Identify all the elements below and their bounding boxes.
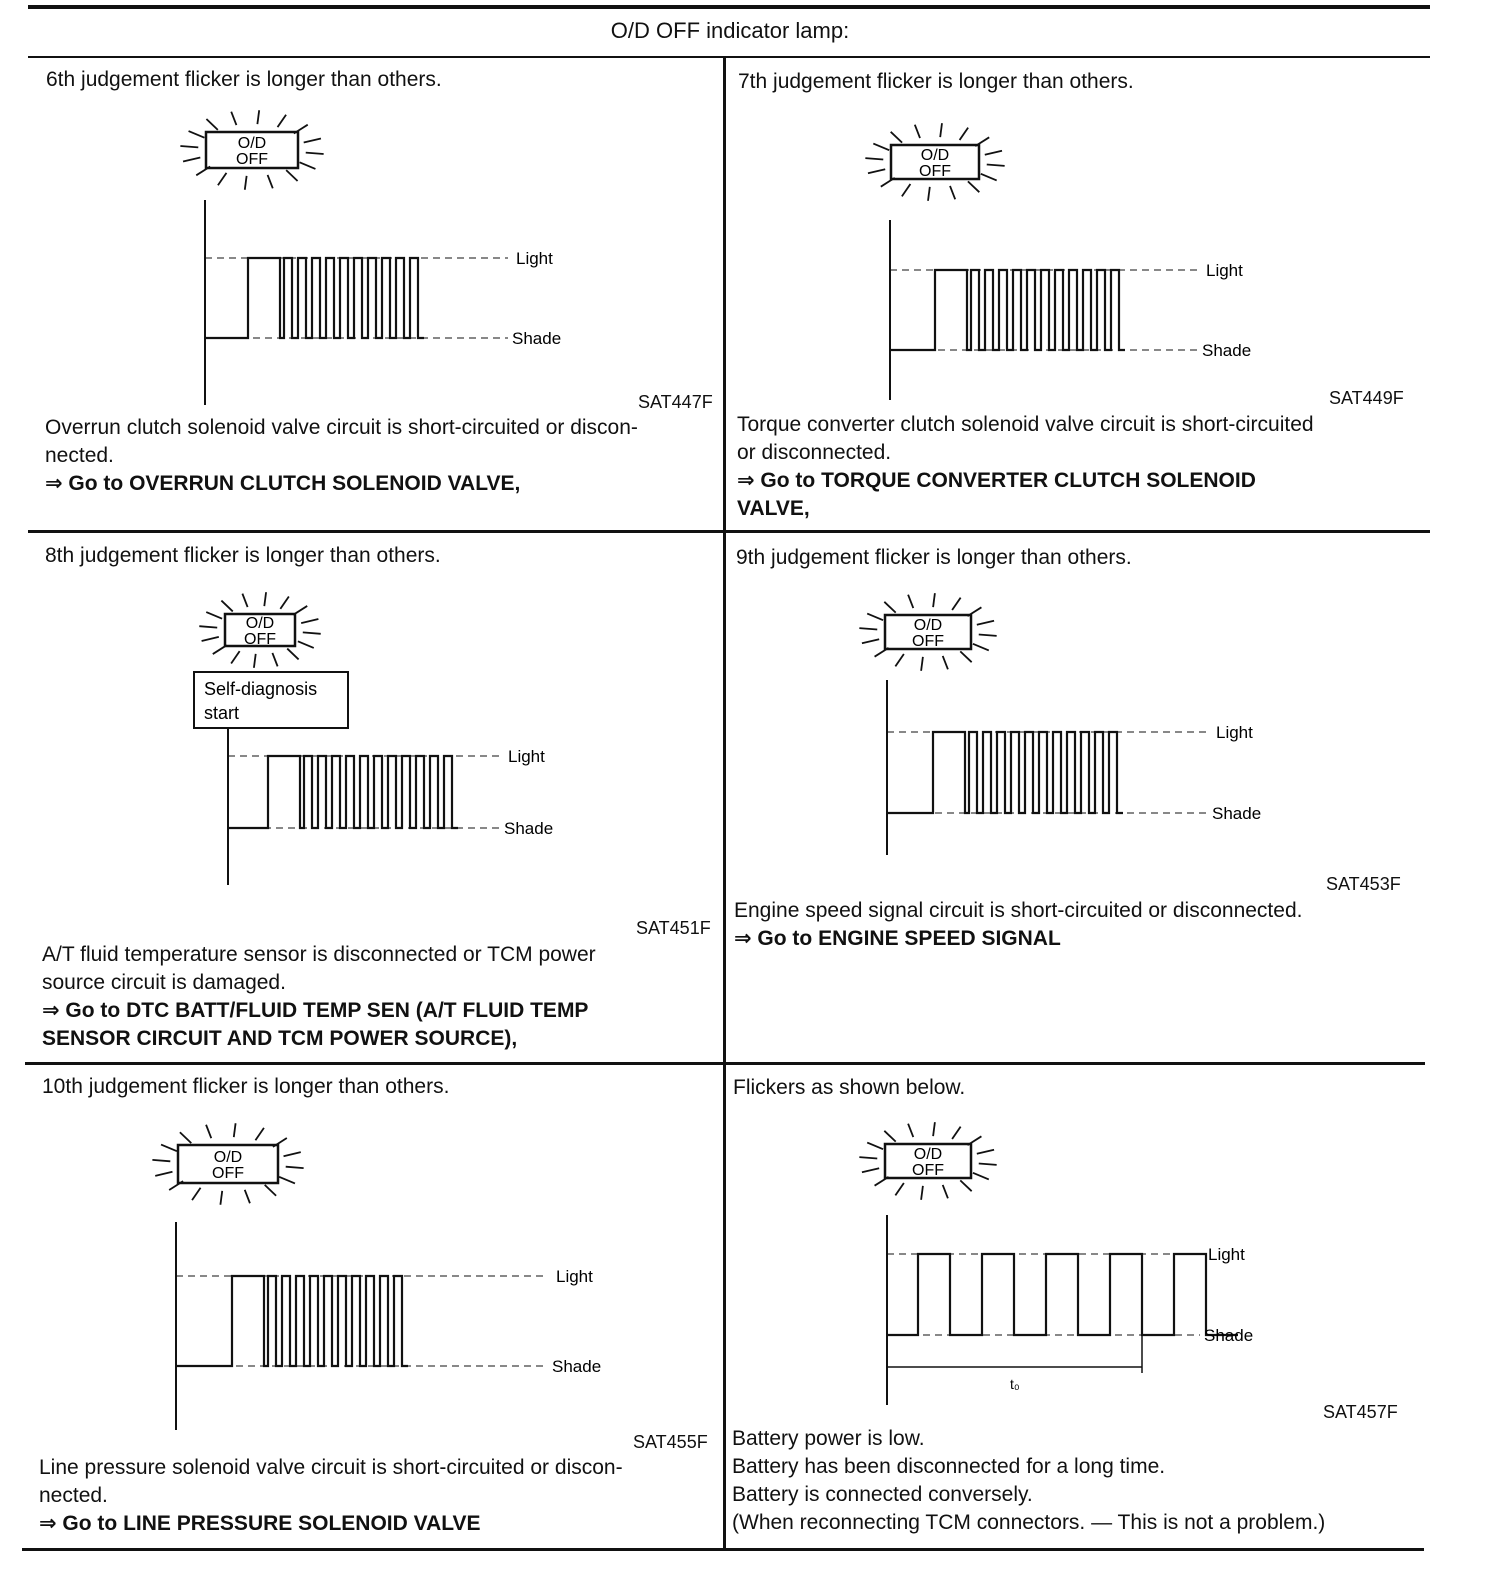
flicker-ray [895, 654, 904, 666]
flicker-ray [862, 1168, 879, 1172]
flicker-ray [206, 1125, 211, 1138]
self-diagnosis-text: Self-diagnosis [204, 679, 318, 699]
flicker-ray [278, 115, 287, 127]
diagnosis-text: Engine speed signal circuit is short-circuited or disconnected. [734, 899, 1303, 922]
flicker-ray [220, 1191, 222, 1205]
flicker-ray [968, 181, 979, 192]
flicker-ray [979, 634, 997, 635]
flicker-ray [234, 1123, 236, 1137]
od-off-lamp-icon [180, 110, 323, 190]
flicker-ray [231, 651, 240, 663]
lamp-text-od: O/D [913, 1146, 943, 1163]
flicker-ray [287, 649, 298, 660]
flicker-ray [213, 645, 227, 654]
flicker-ray [161, 1145, 177, 1152]
shade-label: Shade [552, 1357, 602, 1376]
flicker-ray [169, 1181, 183, 1190]
flicker-waveform [887, 1254, 1238, 1335]
flicker-ray [859, 628, 877, 629]
flicker-ray [908, 1124, 913, 1137]
flicker-ray [286, 1167, 304, 1168]
flicker-ray [895, 1183, 904, 1195]
flicker-ray [902, 184, 911, 196]
flicker-diagram [700, 1115, 1380, 1415]
diagnosis-text: Overrun clutch solenoid valve circuit is short-circuited or discon- nected. [45, 416, 638, 467]
flicker-ray [199, 626, 217, 627]
flicker-ray [921, 1186, 923, 1200]
flicker-ray [280, 597, 289, 609]
flicker-ray [155, 1172, 172, 1176]
lamp-text-od: O/D [913, 617, 943, 634]
flicker-ray [192, 1188, 201, 1200]
flicker-diagram [700, 110, 1380, 430]
flicker-ray [943, 1185, 948, 1198]
flicker-ray [206, 612, 222, 619]
flicker-ray [952, 1127, 961, 1139]
top-border [28, 5, 1430, 9]
light-label: Light [556, 1267, 593, 1286]
lamp-text-off: OFF [912, 1162, 944, 1179]
light-label: Light [1216, 723, 1253, 742]
flicker-waveform [887, 732, 1123, 813]
shade-label: Shade [512, 329, 562, 348]
flicker-ray [979, 1163, 997, 1164]
flicker-diagram [0, 590, 680, 910]
flicker-ray [303, 632, 321, 633]
flicker-ray [245, 176, 247, 190]
flicker-ray [279, 1177, 295, 1184]
flicker-ray [254, 654, 256, 668]
lamp-text-off: OFF [919, 163, 951, 180]
flicker-ray [294, 125, 308, 134]
lamp-text-off: OFF [212, 1165, 244, 1182]
flicker-ray [180, 1132, 191, 1143]
flicker-ray [875, 1177, 889, 1186]
figure-code: SAT451F [636, 918, 711, 938]
flicker-ray [264, 592, 266, 606]
lamp-text-od: O/D [213, 1149, 243, 1166]
flicker-ray [859, 1157, 877, 1158]
flicker-ray [189, 131, 205, 138]
flicker-waveform [890, 270, 1125, 350]
shade-label: Shade [1202, 341, 1252, 360]
flicker-ray [933, 593, 935, 607]
flicker-ray [272, 653, 277, 666]
flicker-ray [268, 175, 273, 188]
flicker-ray [940, 123, 942, 137]
lamp-text-od: O/D [920, 147, 950, 164]
light-label: Light [1208, 1245, 1245, 1264]
flicker-ray [867, 614, 883, 621]
cell-description [45, 414, 717, 498]
flicker-ray [221, 601, 232, 612]
shade-label: Shade [1212, 804, 1262, 823]
flicker-waveform [228, 756, 458, 828]
flicker-ray [196, 166, 210, 175]
action-text: ⇒ Go to TORQUE CONVERTER CLUTCH SOLENOID VALVE, [737, 469, 1256, 520]
od-off-lamp-icon [859, 593, 996, 671]
flicker-ray [950, 186, 955, 199]
light-label: Light [508, 747, 545, 766]
flicker-waveform [176, 1276, 408, 1366]
flicker-ray [301, 619, 318, 623]
flicker-ray [981, 174, 997, 181]
od-off-lamp-icon [199, 592, 320, 668]
flicker-ray [967, 607, 981, 616]
flicker-ray [987, 164, 1005, 165]
flicker-ray [304, 138, 321, 142]
lamp-text-off: OFF [912, 633, 944, 650]
flicker-ray [865, 158, 883, 159]
lamp-text-od: O/D [237, 135, 267, 152]
action-text: ⇒ Go to OVERRUN CLUTCH SOLENOID VALVE, [45, 472, 521, 495]
flicker-ray [868, 169, 885, 173]
cell-title: 7th judgement flicker is longer than others. [738, 70, 1134, 93]
flicker-ray [928, 187, 930, 201]
figure-code: SAT455F [633, 1432, 708, 1452]
flicker-ray [265, 1185, 276, 1196]
od-off-lamp-icon [865, 123, 1004, 201]
flicker-ray [284, 1152, 301, 1156]
flicker-ray [306, 153, 324, 154]
diagnosis-text: Line pressure solenoid valve circuit is short-circuited or discon- nected. [39, 1456, 623, 1507]
header-divider [28, 56, 1430, 58]
flicker-ray [231, 112, 236, 125]
flicker-diagram [700, 585, 1380, 905]
table-header: O/D OFF indicator lamp: [610, 18, 850, 43]
flicker-diagram [0, 1110, 680, 1450]
flicker-ray [881, 178, 895, 187]
flicker-ray [921, 657, 923, 671]
flicker-ray [242, 594, 247, 607]
flicker-ray [218, 173, 227, 185]
diagnosis-text: Torque converter clutch solenoid valve circuit is short-circuited or disconnected. [737, 413, 1314, 464]
flicker-ray [960, 128, 969, 140]
figure-code: SAT449F [1329, 388, 1404, 408]
flicker-ray [933, 1122, 935, 1136]
figure-code: SAT457F [1323, 1402, 1398, 1422]
flicker-ray [206, 119, 217, 130]
diagnosis-text: Battery power is low. Battery has been disconnected for a long time. Battery is connected conversely. (When reconnecting TCM connectors. — This is not a problem.) [732, 1427, 1326, 1534]
row-divider-1 [28, 530, 1430, 533]
flicker-ray [884, 602, 895, 613]
cell-description [737, 411, 1417, 523]
cell-title: Flickers as shown below. [733, 1076, 966, 1099]
flicker-ray [915, 125, 920, 138]
flicker-ray [960, 1180, 971, 1191]
figure-code: SAT453F [1326, 874, 1401, 894]
shade-label: Shade [1204, 1326, 1254, 1345]
lamp-text-od: O/D [245, 615, 275, 632]
flicker-ray [152, 1160, 170, 1161]
flicker-ray [973, 1173, 989, 1180]
flicker-ray [245, 1190, 250, 1203]
od-off-lamp-icon [859, 1122, 996, 1200]
flicker-ray [884, 1131, 895, 1142]
flicker-ray [973, 644, 989, 651]
period-label: t₀ [1010, 1376, 1020, 1392]
flicker-ray [286, 170, 297, 181]
flicker-ray [967, 1136, 981, 1145]
cell-description [732, 1425, 1422, 1537]
action-text: ⇒ Go to LINE PRESSURE SOLENOID VALVE [39, 1512, 481, 1535]
cell-description [734, 897, 1414, 953]
flicker-ray [875, 648, 889, 657]
figure-code: SAT447F [638, 392, 713, 412]
flicker-ray [985, 151, 1002, 155]
flicker-ray [867, 1143, 883, 1150]
flicker-ray [977, 1150, 994, 1154]
flicker-waveform [205, 258, 424, 338]
flicker-ray [975, 137, 989, 146]
flicker-ray [873, 144, 889, 151]
cell-description [42, 941, 720, 1053]
flicker-ray [183, 158, 200, 162]
flicker-ray [273, 1138, 287, 1147]
light-label: Light [1206, 261, 1243, 280]
flicker-ray [943, 656, 948, 669]
flicker-ray [180, 146, 198, 147]
flicker-ray [977, 621, 994, 625]
flicker-ray [960, 651, 971, 662]
flicker-ray [255, 1128, 264, 1140]
flicker-ray [300, 162, 316, 169]
lamp-text-off: OFF [244, 631, 276, 648]
flicker-ray [891, 132, 902, 143]
flicker-ray [293, 606, 307, 615]
action-text: ⇒ Go to DTC BATT/FLUID TEMP SEN (A/T FLUID TEMP SENSOR CIRCUIT AND TCM POWER SOURCE), [42, 999, 589, 1050]
shade-label: Shade [504, 819, 554, 838]
light-label: Light [516, 249, 553, 268]
flicker-ray [257, 110, 259, 124]
diagnosis-text: A/T fluid temperature sensor is disconnected or TCM power source circuit is damaged. [42, 943, 596, 994]
od-off-lamp-icon [152, 1123, 303, 1205]
flicker-ray [298, 641, 314, 648]
action-text: ⇒ Go to ENGINE SPEED SIGNAL [734, 927, 1061, 950]
cell-title: 9th judgement flicker is longer than others. [736, 546, 1132, 569]
cell-title: 6th judgement flicker is longer than others. [46, 68, 442, 91]
self-diagnosis-text: start [204, 703, 240, 723]
lamp-text-off: OFF [236, 151, 268, 168]
cell-title: 8th judgement flicker is longer than others. [45, 544, 441, 567]
flicker-ray [202, 637, 219, 641]
cell-title: 10th judgement flicker is longer than others. [42, 1075, 450, 1098]
flicker-ray [952, 598, 961, 610]
cell-description [39, 1454, 719, 1538]
flicker-diagram [0, 100, 680, 420]
flicker-ray [908, 595, 913, 608]
flicker-ray [862, 639, 879, 643]
